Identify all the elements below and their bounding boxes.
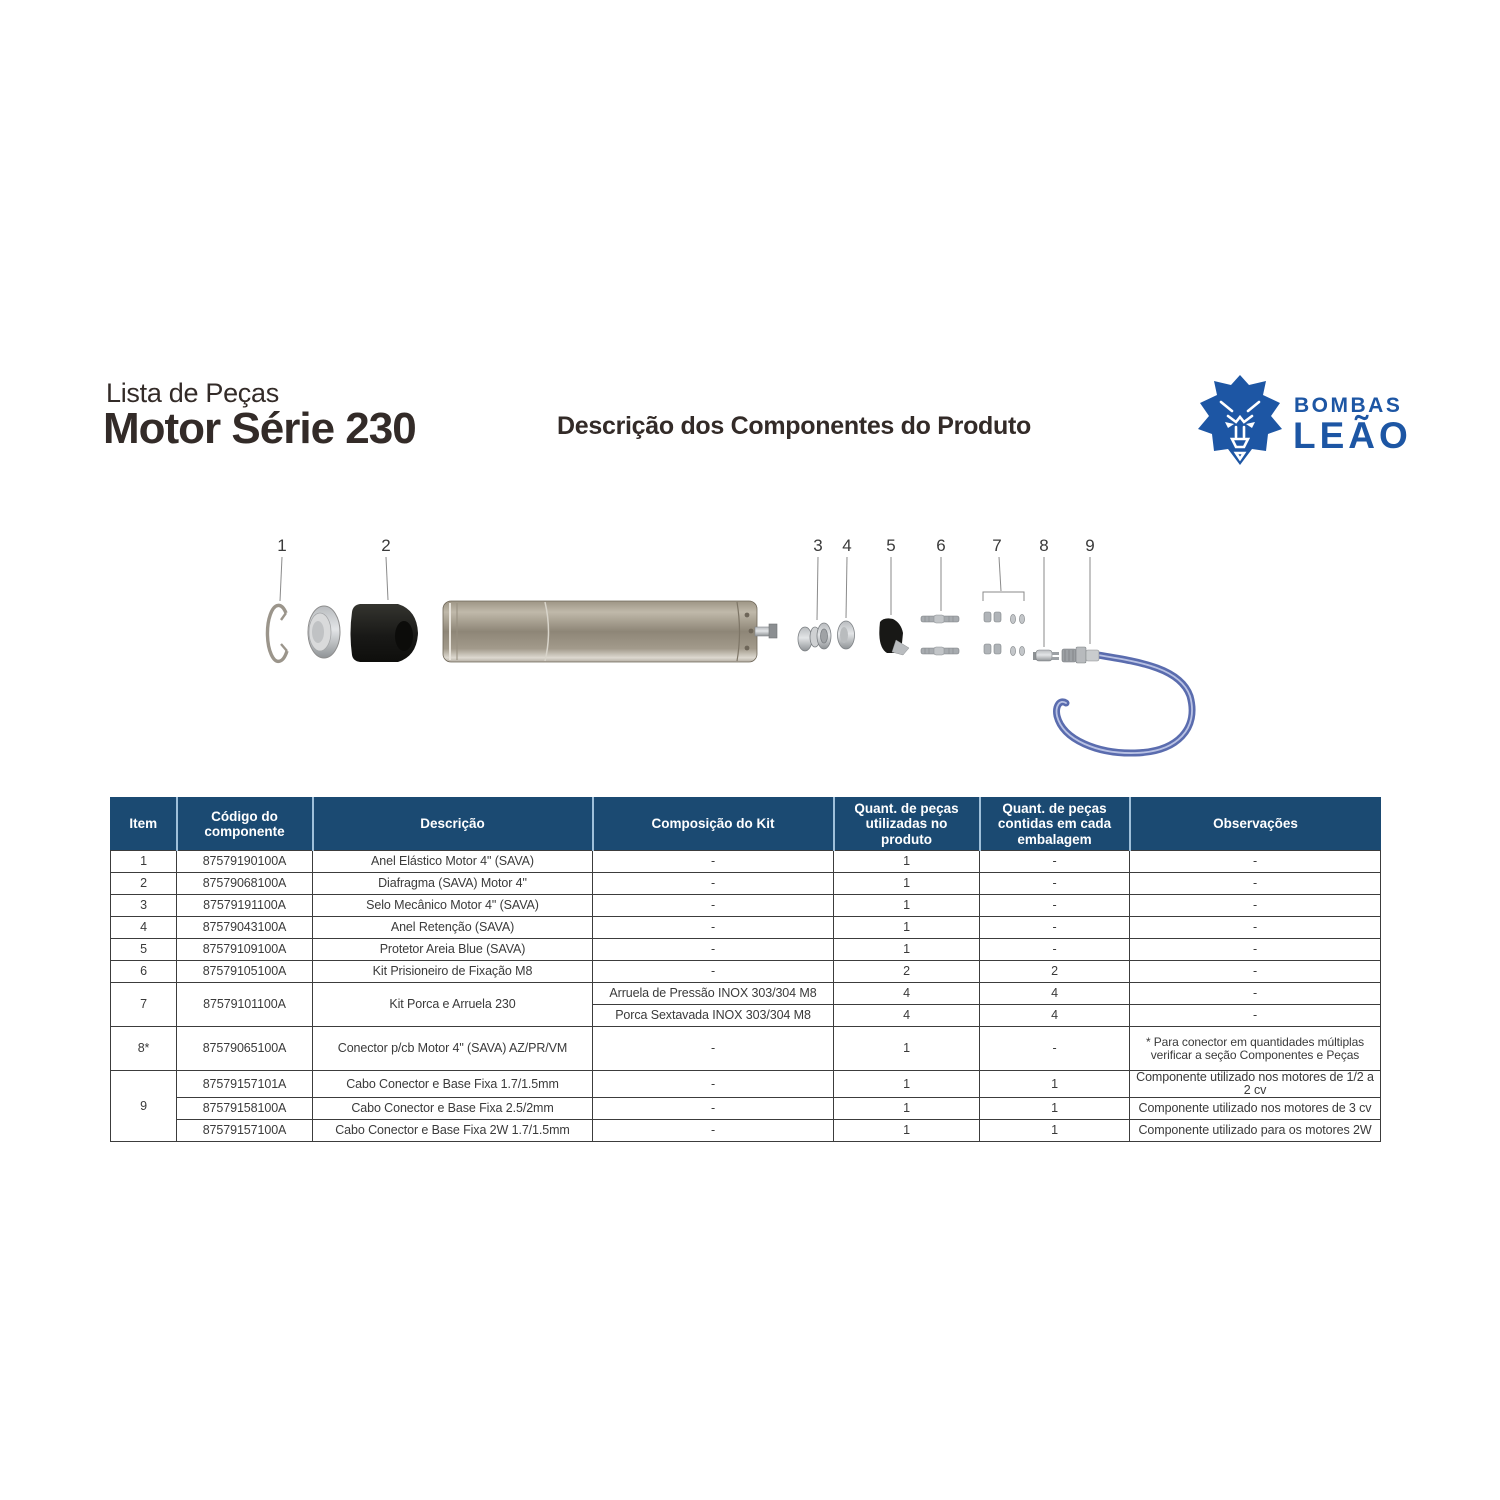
part-sand-protector bbox=[879, 618, 909, 655]
cell-item-3: 3 bbox=[111, 895, 177, 917]
cell-pack-3: - bbox=[980, 895, 1130, 917]
cell-obs-4: - bbox=[1130, 917, 1381, 939]
cell-used-1: 1 bbox=[834, 851, 980, 873]
part-label-1: 1 bbox=[277, 536, 287, 555]
part-nuts-washers bbox=[984, 612, 1025, 656]
cell-obs-7b: - bbox=[1130, 1005, 1381, 1027]
cell-used-2: 1 bbox=[834, 873, 980, 895]
cell-pack-7b: 4 bbox=[980, 1005, 1130, 1027]
cell-used-7b: 4 bbox=[834, 1005, 980, 1027]
cell-pack-1: - bbox=[980, 851, 1130, 873]
cell-desc-9a: Cabo Conector e Base Fixa 1.7/1.5mm bbox=[313, 1071, 593, 1098]
cell-code-6: 87579105100A bbox=[177, 961, 313, 983]
cell-code-2: 87579068100A bbox=[177, 873, 313, 895]
table-row bbox=[111, 873, 1381, 895]
part-retention-ring bbox=[838, 621, 855, 649]
cell-kit-3: - bbox=[593, 895, 834, 917]
cell-used-7a: 4 bbox=[834, 983, 980, 1005]
cell-obs-5: - bbox=[1130, 939, 1381, 961]
table-row bbox=[111, 983, 1381, 1005]
cell-code-9a: 87579157101A bbox=[177, 1071, 313, 1098]
document-kicker: Lista de Peças bbox=[106, 378, 279, 408]
table-row bbox=[111, 851, 1381, 873]
cell-code-4: 87579043100A bbox=[177, 917, 313, 939]
part-label-3: 3 bbox=[813, 536, 823, 555]
cell-desc-1: Anel Elástico Motor 4" (SAVA) bbox=[313, 851, 593, 873]
part-label-4: 4 bbox=[842, 536, 852, 555]
part-label-7: 7 bbox=[992, 536, 1002, 555]
cell-obs-9a: Componente utilizado nos motores de 1/2 a 2 cv bbox=[1130, 1071, 1381, 1098]
part-connector bbox=[1033, 650, 1059, 661]
logo-text-bombas: BOMBAS bbox=[1294, 394, 1403, 417]
table-row bbox=[111, 1071, 1381, 1098]
cell-item-7: 7 bbox=[111, 983, 177, 1027]
table-row bbox=[111, 961, 1381, 983]
cell-kit-8: - bbox=[593, 1027, 834, 1071]
part-mechanical-seal bbox=[798, 623, 831, 651]
cell-obs-2: - bbox=[1130, 873, 1381, 895]
cell-used-8: 1 bbox=[834, 1027, 980, 1071]
bombas-leao-logo bbox=[1188, 372, 1428, 477]
cell-kit-1: - bbox=[593, 851, 834, 873]
cell-used-6: 2 bbox=[834, 961, 980, 983]
cell-used-3: 1 bbox=[834, 895, 980, 917]
cell-code-9c: 87579157100A bbox=[177, 1120, 313, 1142]
cell-obs-6: - bbox=[1130, 961, 1381, 983]
cell-item-9: 9 bbox=[111, 1071, 177, 1142]
col-header-description: Descrição bbox=[313, 798, 593, 851]
cell-kit-9c: - bbox=[593, 1120, 834, 1142]
cell-obs-9c: Componente utilizado para os motores 2W bbox=[1130, 1120, 1381, 1142]
part-studs bbox=[921, 615, 959, 655]
cell-used-9c: 1 bbox=[834, 1120, 980, 1142]
table-row bbox=[111, 1098, 1381, 1120]
cell-desc-2: Diafragma (SAVA) Motor 4" bbox=[313, 873, 593, 895]
cell-code-7: 87579101100A bbox=[177, 983, 313, 1027]
table-row bbox=[111, 1120, 1381, 1142]
cell-desc-5: Protetor Areia Blue (SAVA) bbox=[313, 939, 593, 961]
part-label-6: 6 bbox=[936, 536, 946, 555]
cell-kit-7b: Porca Sextavada INOX 303/304 M8 bbox=[593, 1005, 834, 1027]
cell-kit-2: - bbox=[593, 873, 834, 895]
table-row bbox=[111, 1027, 1381, 1071]
cell-item-4: 4 bbox=[111, 917, 177, 939]
section-title: Descrição dos Componentes do Produto bbox=[557, 412, 1031, 440]
cell-kit-9a: - bbox=[593, 1071, 834, 1098]
cell-desc-7: Kit Porca e Arruela 230 bbox=[313, 983, 593, 1027]
cell-used-5: 1 bbox=[834, 939, 980, 961]
table-row bbox=[111, 939, 1381, 961]
cell-pack-2: - bbox=[980, 873, 1130, 895]
cell-kit-4: - bbox=[593, 917, 834, 939]
cell-desc-9c: Cabo Conector e Base Fixa 2W 1.7/1.5mm bbox=[313, 1120, 593, 1142]
lion-logo-icon bbox=[1188, 372, 1428, 477]
cell-item-8: 8* bbox=[111, 1027, 177, 1071]
part-label-2: 2 bbox=[381, 536, 391, 555]
cell-used-4: 1 bbox=[834, 917, 980, 939]
col-header-qty-used: Quant. de peças utilizadas no produto bbox=[834, 798, 980, 851]
cell-pack-9b: 1 bbox=[980, 1098, 1130, 1120]
cell-obs-3: - bbox=[1130, 895, 1381, 917]
exploded-view-diagram bbox=[240, 520, 1280, 800]
cell-kit-6: - bbox=[593, 961, 834, 983]
cell-item-6: 6 bbox=[111, 961, 177, 983]
parts-table bbox=[110, 797, 1381, 1142]
table-row bbox=[111, 917, 1381, 939]
table-row bbox=[111, 895, 1381, 917]
cell-item-2: 2 bbox=[111, 873, 177, 895]
cell-desc-8: Conector p/cb Motor 4" (SAVA) AZ/PR/VM bbox=[313, 1027, 593, 1071]
part-label-5: 5 bbox=[886, 536, 896, 555]
cell-pack-7a: 4 bbox=[980, 983, 1130, 1005]
logo-text-leao: LEÃO bbox=[1293, 415, 1412, 456]
cell-desc-3: Selo Mecânico Motor 4" (SAVA) bbox=[313, 895, 593, 917]
cell-desc-4: Anel Retenção (SAVA) bbox=[313, 917, 593, 939]
cell-desc-9b: Cabo Conector e Base Fixa 2.5/2mm bbox=[313, 1098, 593, 1120]
part-diaphragm bbox=[351, 604, 419, 662]
col-header-notes: Observações bbox=[1130, 798, 1381, 851]
cell-kit-9b: - bbox=[593, 1098, 834, 1120]
part-seal-cap bbox=[308, 606, 340, 658]
col-header-code: Código do componente bbox=[177, 798, 313, 851]
part-snap-ring bbox=[267, 605, 287, 661]
cell-pack-5: - bbox=[980, 939, 1130, 961]
part-motor-body bbox=[443, 601, 777, 662]
cell-obs-9b: Componente utilizado nos motores de 3 cv bbox=[1130, 1098, 1381, 1120]
cell-pack-9a: 1 bbox=[980, 1071, 1130, 1098]
cell-pack-4: - bbox=[980, 917, 1130, 939]
cell-desc-6: Kit Prisioneiro de Fixação M8 bbox=[313, 961, 593, 983]
part-label-8: 8 bbox=[1039, 536, 1049, 555]
cell-kit-5: - bbox=[593, 939, 834, 961]
cell-pack-6: 2 bbox=[980, 961, 1130, 983]
cell-pack-9c: 1 bbox=[980, 1120, 1130, 1142]
cell-code-3: 87579191100A bbox=[177, 895, 313, 917]
cell-item-1: 1 bbox=[111, 851, 177, 873]
cell-code-1: 87579190100A bbox=[177, 851, 313, 873]
cell-code-9b: 87579158100A bbox=[177, 1098, 313, 1120]
cell-code-8: 87579065100A bbox=[177, 1027, 313, 1071]
col-header-item: Item bbox=[111, 798, 177, 851]
cell-code-5: 87579109100A bbox=[177, 939, 313, 961]
cell-used-9b: 1 bbox=[834, 1098, 980, 1120]
col-header-kit: Composição do Kit bbox=[593, 798, 834, 851]
col-header-qty-pack: Quant. de peças contidas em cada embalagem bbox=[980, 798, 1130, 851]
cell-pack-8: - bbox=[980, 1027, 1130, 1071]
part-label-9: 9 bbox=[1085, 536, 1095, 555]
cell-obs-1: - bbox=[1130, 851, 1381, 873]
cell-item-5: 5 bbox=[111, 939, 177, 961]
cell-used-9a: 1 bbox=[834, 1071, 980, 1098]
part-cable-assembly bbox=[1057, 647, 1193, 753]
document-title: Motor Série 230 bbox=[103, 404, 416, 453]
table-header-row bbox=[111, 798, 1381, 851]
cell-obs-7a: - bbox=[1130, 983, 1381, 1005]
cell-obs-8: * Para conector em quantidades múltiplas verificar a seção Componentes e Peças bbox=[1130, 1027, 1381, 1071]
cell-kit-7a: Arruela de Pressão INOX 303/304 M8 bbox=[593, 983, 834, 1005]
